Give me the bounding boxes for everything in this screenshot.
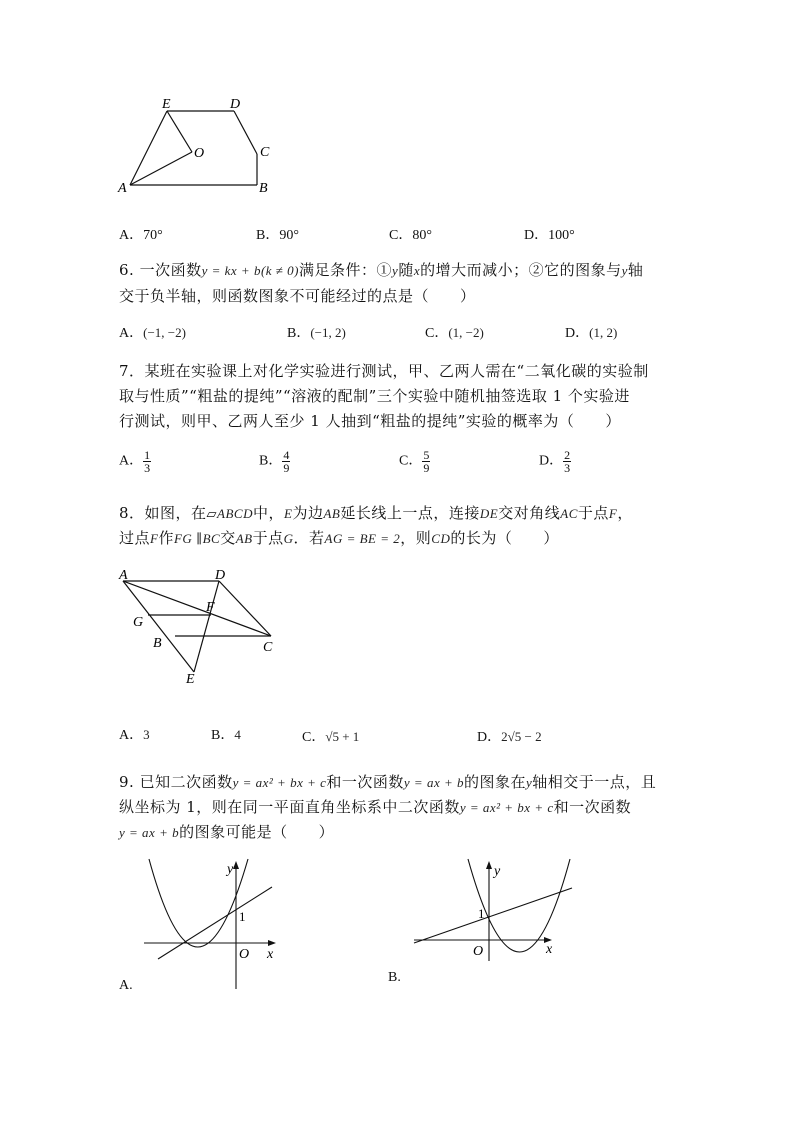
q8-option-letter: C． [302, 730, 326, 745]
origin-label: O [473, 944, 484, 959]
q9-formula: y = ax² + bx + c [459, 800, 554, 815]
q8-label-a: A [119, 568, 128, 583]
q7-denominator: 9 [283, 461, 290, 475]
y-arrow-icon [233, 861, 239, 869]
q8-var: G [283, 531, 294, 546]
q8-label-b: B [153, 636, 162, 651]
q7-fraction [422, 449, 430, 474]
q9-text: 9. 已知二次函数 [119, 773, 233, 791]
q9-formula: y = ax + b [119, 825, 180, 840]
q8-var: CD [431, 531, 451, 546]
q8-var: AC [560, 506, 578, 521]
q7-option-c[interactable] [399, 449, 430, 474]
q8-var: AB [323, 506, 341, 521]
q8-label-c: C [263, 640, 273, 655]
q8-text: ， [617, 504, 633, 522]
q6-text: 的增大而减小；②它的图象与 [420, 261, 622, 279]
q5-option-letter: B． [256, 228, 280, 243]
q9-var: y [526, 775, 533, 790]
q6-option-value: (−1, 2) [310, 325, 346, 340]
q8-text: 延长线上一点，连接 [340, 504, 480, 522]
y-label: y [227, 862, 234, 877]
q8-var: F [150, 531, 159, 546]
q8-text: 过点 [119, 529, 151, 547]
q7-denominator: 9 [423, 461, 430, 475]
q6-var: y [621, 263, 628, 278]
q5-option-a[interactable] [119, 224, 163, 244]
q8-var: AB [235, 531, 253, 546]
q5-label-d: D [230, 97, 241, 112]
q7-option-letter: C． [399, 453, 423, 469]
q5-label-c: C [260, 145, 270, 160]
q6-option-letter: A． [119, 326, 144, 341]
intercept-label: 1 [239, 909, 246, 924]
q5-option-letter: D． [524, 228, 549, 243]
q8-text: 中， [253, 504, 285, 522]
q8-option-value: 2√5 − 2 [501, 729, 542, 744]
q9-text: 和一次函数 [326, 773, 404, 791]
linear-function-line [414, 888, 572, 943]
q9-formula: y = ax² + bx + c [232, 775, 327, 790]
q8-option-value: √5 + 1 [325, 729, 360, 744]
q6-text: 6. 一次函数 [119, 261, 202, 279]
q6-option-c[interactable] [425, 322, 484, 342]
q6-text: 满足条件：① [299, 261, 393, 279]
q5-edge-ao [130, 152, 192, 185]
q8-text: ．若 [293, 529, 325, 547]
q8-figure [112, 568, 287, 688]
q9-text: 的图象在 [464, 773, 527, 791]
q9-text: 纵坐标为 1，则在同一平面直角坐标系中二次函数 [119, 798, 460, 816]
q5-edge-ae [130, 111, 167, 185]
q5-label-b: B [259, 181, 268, 196]
q6-formula: y = kx + b(k ≠ 0) [201, 263, 300, 278]
q7-denominator: 3 [564, 461, 571, 475]
q8-option-letter: B． [211, 728, 235, 743]
q7-numerator: 2 [564, 448, 571, 462]
q6-option-letter: B． [287, 326, 311, 341]
q9-text: 轴相交于一点，且 [532, 773, 657, 791]
parallelogram-icon: ▱ [206, 507, 218, 522]
q6-option-letter: C． [425, 326, 449, 341]
q9-line3 [119, 819, 334, 846]
q6-option-a[interactable] [119, 322, 186, 342]
q9-line2 [119, 794, 631, 821]
q5-option-value: 80° [412, 228, 432, 243]
q7-option-b[interactable] [259, 449, 290, 474]
q5-option-d[interactable] [524, 224, 575, 244]
linear-function-line [158, 887, 272, 959]
q7-option-letter: A． [119, 453, 144, 469]
q9-formula: y = ax + b [403, 775, 464, 790]
x-arrow-icon [268, 940, 276, 946]
q5-option-value: 90° [279, 228, 299, 243]
q8-var: DE [479, 506, 499, 521]
q8-label-f: F [206, 600, 215, 615]
q5-label-o: O [194, 146, 205, 161]
q6-var: y [392, 263, 399, 278]
y-arrow-icon [486, 861, 492, 869]
q7-line1: 7．某班在实验课上对化学实验进行测试，甲、乙两人需在“二氧化碳的实验制 [119, 362, 649, 380]
q5-edge-dc [234, 111, 257, 154]
q7-fraction [282, 449, 290, 474]
q7-option-d[interactable] [539, 449, 571, 474]
q5-option-b[interactable] [256, 224, 299, 244]
q8-text: 于点 [577, 504, 609, 522]
q6-text: 轴 [627, 261, 644, 279]
q9-text: 和一次函数 [553, 798, 632, 816]
x-label: x [546, 942, 553, 957]
q7-option-a[interactable] [119, 449, 151, 474]
q8-text: 于点 [252, 529, 284, 547]
q8-text: 的长为（ ） [450, 529, 559, 547]
q8-edge-dc [219, 581, 271, 636]
q9-line1 [119, 769, 656, 796]
q7-fraction [143, 449, 151, 474]
q5-label-e: E [162, 97, 171, 112]
q8-line1 [119, 500, 633, 528]
q5-option-value: 100° [548, 228, 575, 243]
q7-numerator: 4 [283, 448, 290, 462]
q8-text: 为边 [292, 504, 324, 522]
q8-var: F [608, 506, 618, 521]
q7-option-letter: B． [259, 453, 283, 469]
q8-label-d: D [215, 568, 226, 583]
q8-option-c[interactable] [302, 726, 359, 746]
intercept-label: 1 [478, 906, 485, 921]
q9-graph-a[interactable] [140, 855, 285, 995]
q8-text: 作 [158, 529, 174, 547]
q9-text: 的图象可能是（ ） [179, 823, 335, 841]
q7-numerator: 1 [144, 448, 151, 462]
q5-edge-eo [167, 111, 192, 152]
q9-graph-b[interactable] [410, 855, 580, 965]
q6-option-letter: D． [565, 326, 590, 341]
q8-option-letter: D． [477, 730, 502, 745]
q6-line1 [119, 257, 643, 284]
q7-option-letter: D． [539, 453, 564, 469]
q6-text: 随 [398, 261, 414, 279]
q5-option-value: 70° [143, 228, 163, 243]
q5-figure [112, 92, 282, 197]
q8-option-value: 3 [143, 727, 150, 742]
q6-option-b[interactable] [287, 322, 346, 342]
y-label: y [494, 864, 501, 879]
q8-var: E [284, 506, 293, 521]
q7-line2: 取与性质”“粗盐的提纯”“溶液的配制”三个实验中随机抽签选取 1 个实验进 [119, 387, 630, 405]
x-label: x [267, 947, 274, 962]
q8-text: 交 [220, 529, 236, 547]
q8-parallel: FG ∥BC [173, 531, 221, 546]
q8-condition: AG = BE = 2 [324, 531, 401, 546]
q6-option-value: (1, −2) [448, 325, 484, 340]
q8-label-e: E [186, 672, 195, 687]
q6-option-value: (1, 2) [589, 325, 618, 340]
q5-option-letter: A． [119, 228, 144, 243]
q5-label-a: A [118, 181, 127, 196]
q7-fraction [563, 449, 571, 474]
q7-denominator: 3 [144, 461, 151, 475]
origin-label: O [239, 947, 250, 962]
q5-option-letter: C． [389, 228, 413, 243]
q8-option-a[interactable] [119, 724, 150, 744]
q8-edge-de [194, 581, 219, 672]
q8-text: 交对角线 [498, 504, 561, 522]
q6-var: x [413, 263, 421, 278]
q6-line2: 交于负半轴，则函数图象不可能经过的点是（ ） [119, 287, 476, 305]
q6-option-value: (−1, −2) [143, 325, 186, 340]
q9-option-b[interactable]: B. [388, 970, 401, 985]
q8-label-g: G [133, 615, 144, 630]
q8-option-d[interactable] [477, 726, 542, 746]
q7-line3: 行测试，则甲、乙两人至少 1 人抽到“粗盐的提纯”实验的概率为（ ） [119, 412, 621, 430]
q9-option-a[interactable]: A. [119, 978, 133, 993]
q8-text: ，则 [400, 529, 432, 547]
q8-line2 [119, 525, 559, 552]
q8-option-letter: A． [119, 728, 144, 743]
q5-option-c[interactable] [389, 224, 432, 244]
q8-option-b[interactable] [211, 724, 241, 744]
q6-option-d[interactable] [565, 322, 617, 342]
q7-numerator: 5 [423, 448, 430, 462]
q8-text: 8．如图，在 [119, 504, 207, 522]
q8-option-value: 4 [234, 727, 241, 742]
q8-shape-name: ABCD [217, 506, 253, 521]
